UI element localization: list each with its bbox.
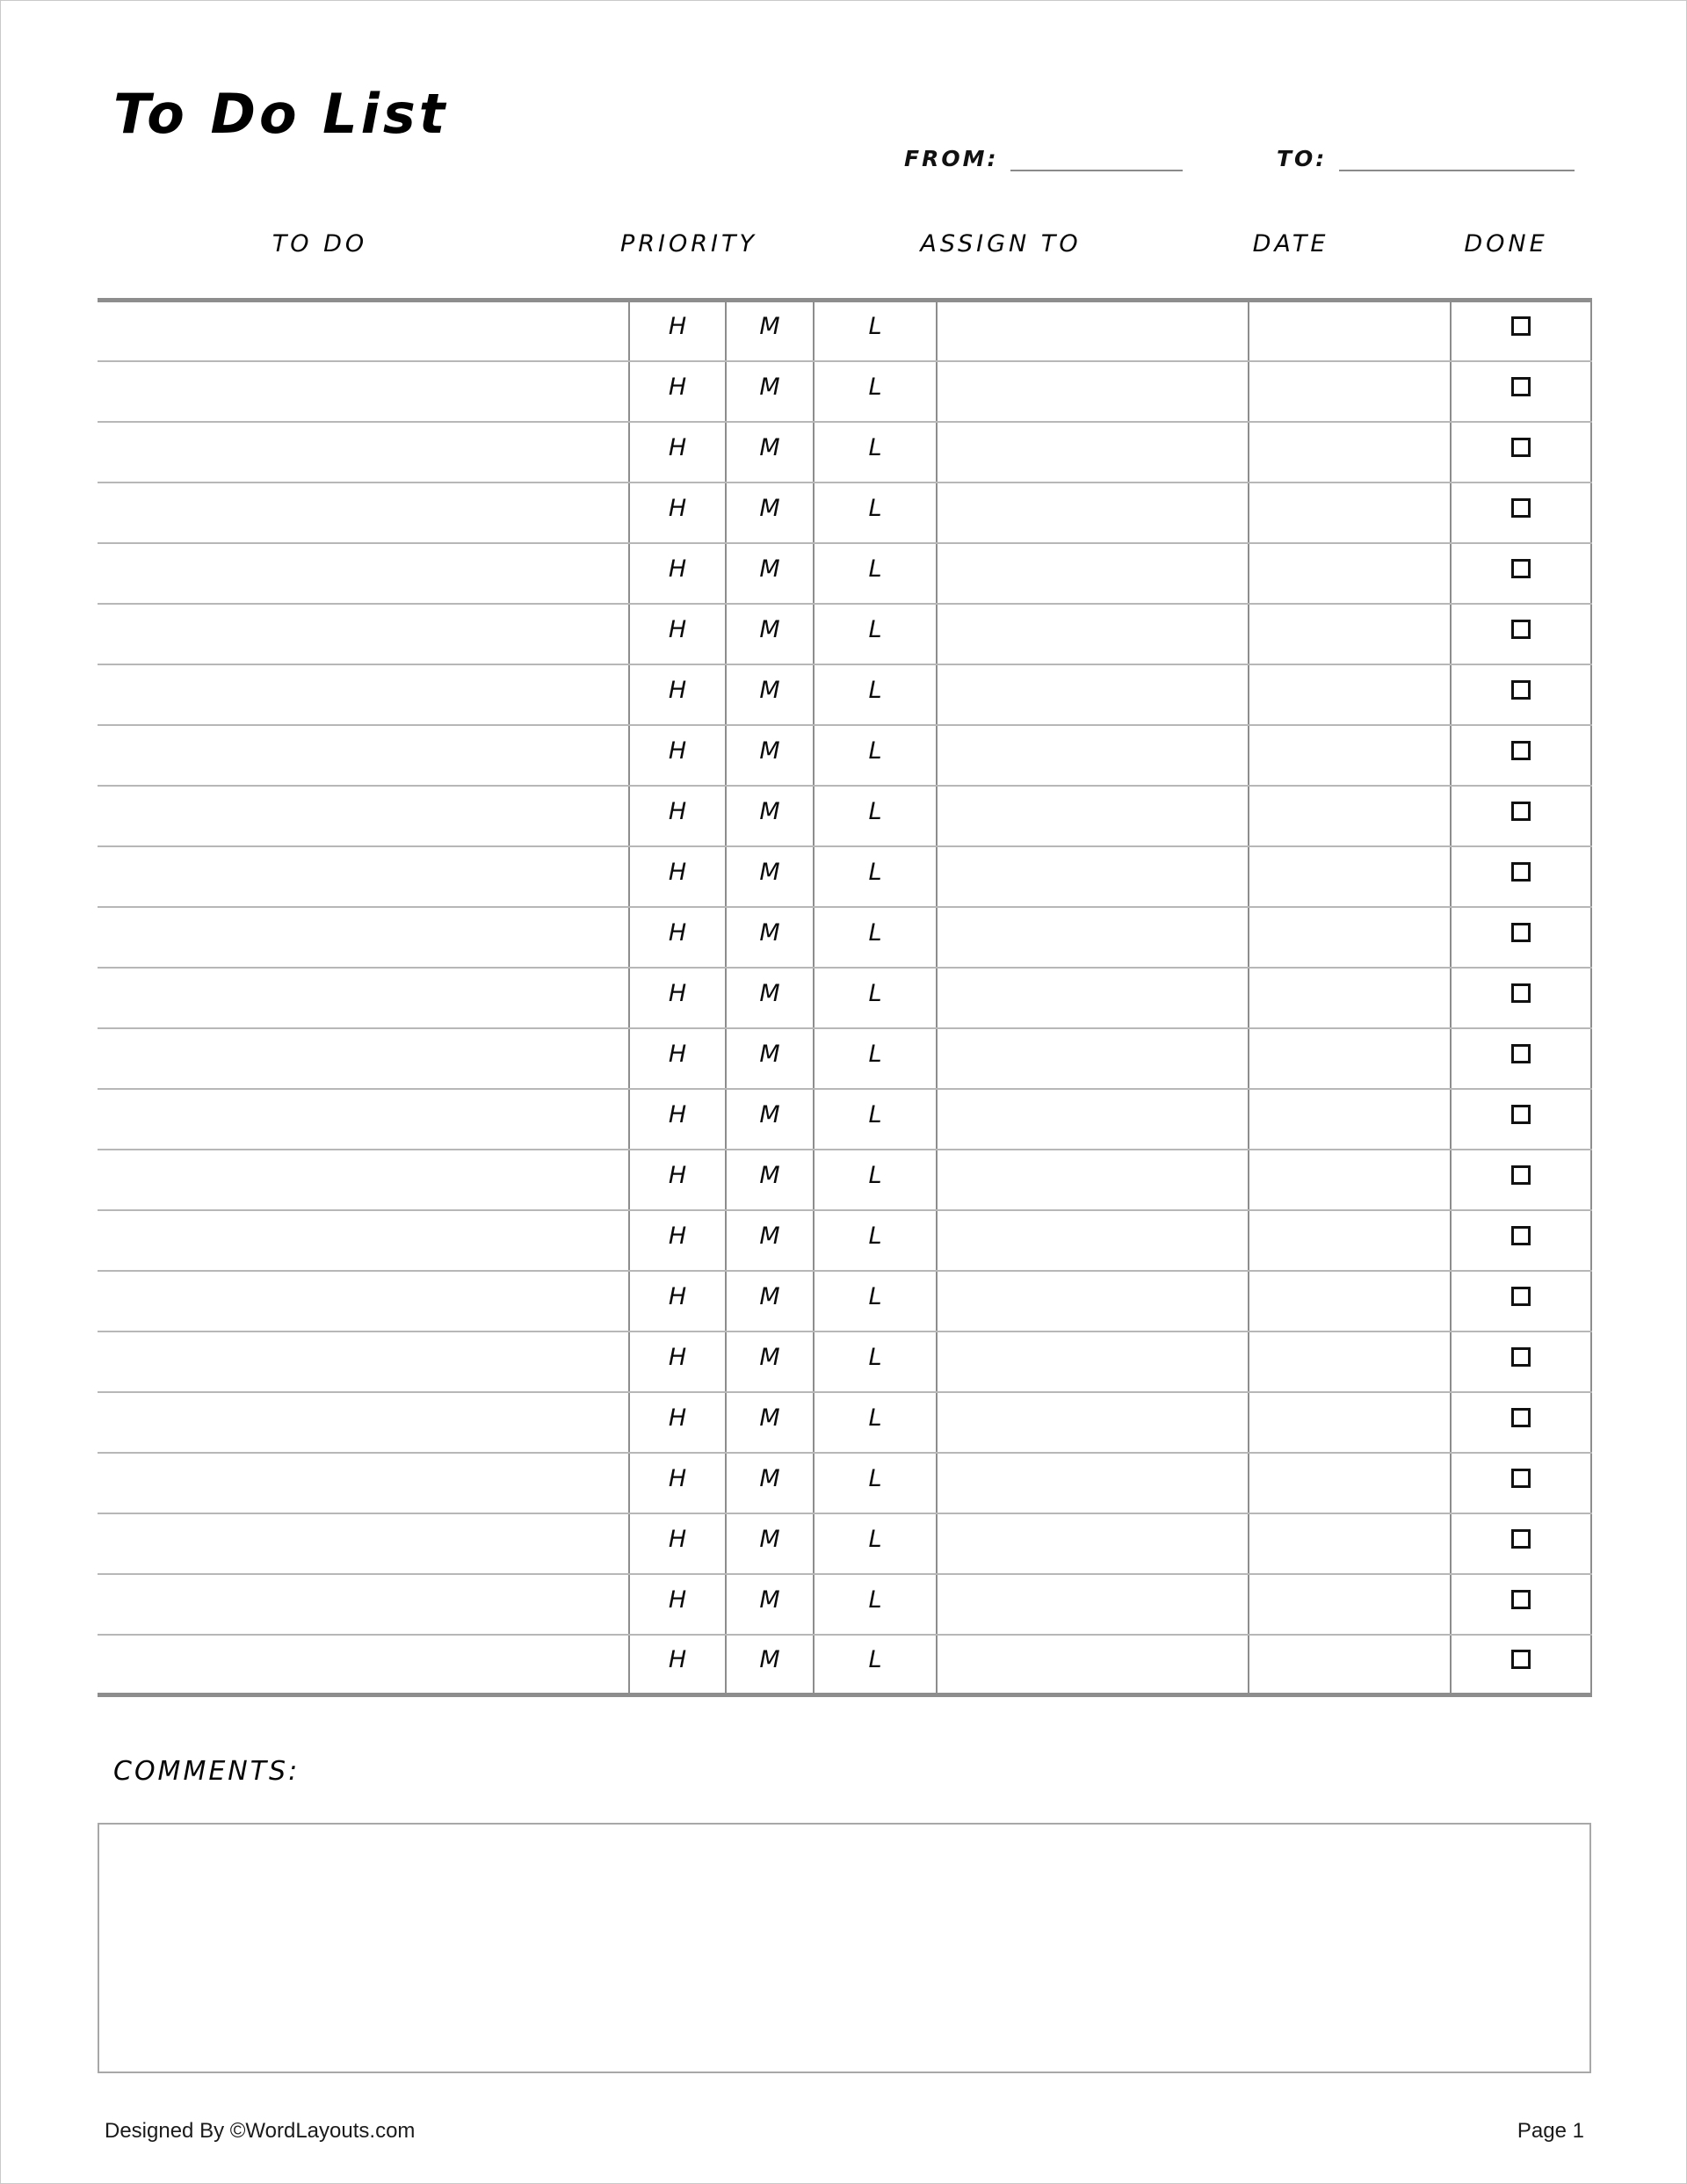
priority-low-option-label: L	[868, 1282, 882, 1310]
date-input-cell[interactable]	[1249, 361, 1451, 422]
priority-high-option[interactable]	[629, 1028, 726, 1089]
priority-low-option[interactable]	[814, 543, 937, 604]
priority-low-option[interactable]	[814, 1453, 937, 1513]
to-input-line[interactable]	[1339, 170, 1575, 171]
checkbox-empty-icon[interactable]	[1511, 377, 1531, 396]
table-row	[98, 725, 1591, 786]
priority-high-option-label: H	[668, 1464, 687, 1492]
priority-medium-option-label: M	[759, 1222, 780, 1250]
priority-medium-option[interactable]	[726, 725, 814, 786]
assign-to-input-cell[interactable]	[937, 483, 1249, 543]
priority-high-option-label: H	[668, 373, 687, 401]
date-input-cell[interactable]	[1249, 1574, 1451, 1635]
date-input-cell[interactable]	[1249, 968, 1451, 1028]
task-input-cell[interactable]	[98, 846, 629, 907]
priority-high-option-label: H	[668, 1282, 687, 1310]
table-row	[98, 1028, 1591, 1089]
task-input-cell[interactable]	[98, 725, 629, 786]
column-header-done: DONE	[1464, 230, 1548, 258]
task-input-cell[interactable]	[98, 1392, 629, 1453]
priority-high-option-label: H	[668, 1645, 687, 1673]
priority-medium-option[interactable]	[726, 1392, 814, 1453]
checkbox-empty-icon[interactable]	[1511, 983, 1531, 1003]
priority-high-option[interactable]	[629, 301, 726, 361]
priority-low-option-label: L	[868, 615, 882, 643]
priority-medium-option-label: M	[759, 1404, 780, 1432]
priority-low-option-label: L	[868, 1464, 882, 1492]
priority-medium-option[interactable]	[726, 361, 814, 422]
task-input-cell[interactable]	[98, 1089, 629, 1150]
priority-low-option[interactable]	[814, 1392, 937, 1453]
footer-page-number: Page 1	[1517, 2119, 1584, 2143]
priority-low-option[interactable]	[814, 604, 937, 664]
date-input-cell[interactable]	[1249, 907, 1451, 968]
done-cell[interactable]	[1451, 483, 1591, 543]
priority-medium-option[interactable]	[726, 301, 814, 361]
from-field-group	[904, 124, 1183, 173]
priority-medium-option[interactable]	[726, 1574, 814, 1635]
assign-to-input-cell[interactable]	[937, 604, 1249, 664]
priority-medium-option[interactable]	[726, 1635, 814, 1695]
assign-to-input-cell[interactable]	[937, 1453, 1249, 1513]
checkbox-empty-icon[interactable]	[1511, 1469, 1531, 1488]
date-input-cell[interactable]	[1249, 1392, 1451, 1453]
priority-high-option[interactable]	[629, 1574, 726, 1635]
table-row	[98, 1392, 1591, 1453]
priority-high-option[interactable]	[629, 786, 726, 846]
priority-low-option[interactable]	[814, 1150, 937, 1210]
done-cell[interactable]	[1451, 1635, 1591, 1695]
priority-medium-option[interactable]	[726, 1210, 814, 1271]
task-input-cell[interactable]	[98, 1513, 629, 1574]
table-row	[98, 1150, 1591, 1210]
priority-high-option-label: H	[668, 313, 687, 341]
priority-low-option-label: L	[868, 1645, 882, 1673]
priority-medium-option[interactable]	[726, 604, 814, 664]
date-input-cell[interactable]	[1249, 1028, 1451, 1089]
priority-medium-option-label: M	[759, 676, 780, 704]
priority-low-option[interactable]	[814, 1089, 937, 1150]
priority-medium-option[interactable]	[726, 1453, 814, 1513]
done-cell[interactable]	[1451, 1331, 1591, 1392]
priority-low-option-label: L	[868, 1404, 882, 1432]
priority-low-option[interactable]	[814, 664, 937, 725]
priority-low-option-label: L	[868, 1222, 882, 1250]
priority-high-option-label: H	[668, 494, 687, 522]
priority-high-option-label: H	[668, 1040, 687, 1068]
priority-medium-option-label: M	[759, 1585, 780, 1614]
todo-table-wrapper	[98, 298, 1591, 1697]
priority-low-option-label: L	[868, 1343, 882, 1371]
priority-low-option-label: L	[868, 1040, 882, 1068]
date-input-cell[interactable]	[1249, 1331, 1451, 1392]
date-input-cell[interactable]	[1249, 1453, 1451, 1513]
assign-to-input-cell[interactable]	[937, 1635, 1249, 1695]
date-input-cell[interactable]	[1249, 1210, 1451, 1271]
checkbox-empty-icon[interactable]	[1511, 1529, 1531, 1549]
date-input-cell[interactable]	[1249, 846, 1451, 907]
checkbox-empty-icon[interactable]	[1511, 680, 1531, 700]
priority-high-option[interactable]	[629, 1271, 726, 1331]
priority-high-option[interactable]	[629, 968, 726, 1028]
comments-label: COMMENTS:	[113, 1756, 300, 1787]
date-input-cell[interactable]	[1249, 1089, 1451, 1150]
task-input-cell[interactable]	[98, 907, 629, 968]
priority-low-option-label: L	[868, 736, 882, 765]
checkbox-empty-icon[interactable]	[1511, 1105, 1531, 1124]
done-cell[interactable]	[1451, 1513, 1591, 1574]
task-input-cell[interactable]	[98, 543, 629, 604]
table-row	[98, 1210, 1591, 1271]
priority-high-option[interactable]	[629, 543, 726, 604]
priority-high-option[interactable]	[629, 1150, 726, 1210]
priority-low-option[interactable]	[814, 846, 937, 907]
priority-low-option-label: L	[868, 676, 882, 704]
priority-low-option[interactable]	[814, 1028, 937, 1089]
task-input-cell[interactable]	[98, 1028, 629, 1089]
table-row	[98, 1271, 1591, 1331]
table-row	[98, 1089, 1591, 1150]
assign-to-input-cell[interactable]	[937, 1210, 1249, 1271]
priority-medium-option-label: M	[759, 1100, 780, 1128]
assign-to-input-cell[interactable]	[937, 543, 1249, 604]
priority-medium-option-label: M	[759, 494, 780, 522]
done-cell[interactable]	[1451, 1028, 1591, 1089]
priority-high-option-label: H	[668, 979, 687, 1007]
todo-table	[98, 298, 1592, 1697]
assign-to-input-cell[interactable]	[937, 725, 1249, 786]
table-row	[98, 664, 1591, 725]
priority-high-option-label: H	[668, 858, 687, 886]
table-row	[98, 1331, 1591, 1392]
priority-low-option-label: L	[868, 494, 882, 522]
done-cell[interactable]	[1451, 604, 1591, 664]
assign-to-input-cell[interactable]	[937, 301, 1249, 361]
document-footer	[1, 2121, 1687, 2156]
priority-medium-option-label: M	[759, 313, 780, 341]
checkbox-empty-icon[interactable]	[1511, 1165, 1531, 1185]
priority-low-option-label: L	[868, 555, 882, 583]
date-input-cell[interactable]	[1249, 301, 1451, 361]
checkbox-empty-icon[interactable]	[1511, 559, 1531, 578]
task-input-cell[interactable]	[98, 786, 629, 846]
todo-table-body	[98, 301, 1591, 1695]
priority-high-option[interactable]	[629, 725, 726, 786]
priority-medium-option[interactable]	[726, 846, 814, 907]
priority-low-option[interactable]	[814, 483, 937, 543]
priority-medium-option-label: M	[759, 1343, 780, 1371]
priority-low-option[interactable]	[814, 1635, 937, 1695]
checkbox-empty-icon[interactable]	[1511, 1347, 1531, 1367]
priority-medium-option-label: M	[759, 858, 780, 886]
priority-high-option-label: H	[668, 676, 687, 704]
column-header-todo: TO DO	[272, 230, 368, 258]
priority-medium-option-label: M	[759, 1161, 780, 1189]
priority-high-option-label: H	[668, 1585, 687, 1614]
priority-high-option-label: H	[668, 615, 687, 643]
priority-low-option-label: L	[868, 1525, 882, 1553]
document-header	[1, 1, 1687, 203]
priority-low-option[interactable]	[814, 1210, 937, 1271]
checkbox-empty-icon[interactable]	[1511, 1408, 1531, 1427]
date-input-cell[interactable]	[1249, 604, 1451, 664]
date-input-cell[interactable]	[1249, 786, 1451, 846]
priority-low-option-label: L	[868, 433, 882, 461]
page-title: To Do List	[113, 82, 449, 146]
done-cell[interactable]	[1451, 1089, 1591, 1150]
priority-low-option[interactable]	[814, 361, 937, 422]
priority-medium-option-label: M	[759, 797, 780, 825]
date-input-cell[interactable]	[1249, 1271, 1451, 1331]
priority-medium-option-label: M	[759, 615, 780, 643]
column-header-priority: PRIORITY	[620, 230, 757, 258]
priority-low-option[interactable]	[814, 725, 937, 786]
task-input-cell[interactable]	[98, 361, 629, 422]
priority-medium-option[interactable]	[726, 1028, 814, 1089]
priority-low-option-label: L	[868, 1100, 882, 1128]
priority-medium-option[interactable]	[726, 1331, 814, 1392]
assign-to-input-cell[interactable]	[937, 968, 1249, 1028]
priority-medium-option-label: M	[759, 1645, 780, 1673]
table-row	[98, 786, 1591, 846]
done-cell[interactable]	[1451, 786, 1591, 846]
assign-to-input-cell[interactable]	[937, 1089, 1249, 1150]
table-row	[98, 968, 1591, 1028]
table-row	[98, 907, 1591, 968]
done-cell[interactable]	[1451, 1392, 1591, 1453]
priority-medium-option-label: M	[759, 1282, 780, 1310]
table-row	[98, 846, 1591, 907]
priority-medium-option[interactable]	[726, 422, 814, 483]
priority-high-option-label: H	[668, 797, 687, 825]
checkbox-empty-icon[interactable]	[1511, 923, 1531, 942]
date-input-cell[interactable]	[1249, 1635, 1451, 1695]
priority-high-option-label: H	[668, 1222, 687, 1250]
date-input-cell[interactable]	[1249, 422, 1451, 483]
priority-medium-option-label: M	[759, 1464, 780, 1492]
priority-high-option[interactable]	[629, 846, 726, 907]
priority-low-option[interactable]	[814, 422, 937, 483]
done-cell[interactable]	[1451, 301, 1591, 361]
priority-low-option[interactable]	[814, 786, 937, 846]
checkbox-empty-icon[interactable]	[1511, 862, 1531, 882]
column-header-assign: ASSIGN TO	[920, 230, 1082, 258]
priority-low-option[interactable]	[814, 1513, 937, 1574]
task-input-cell[interactable]	[98, 1635, 629, 1695]
priority-medium-option[interactable]	[726, 1150, 814, 1210]
priority-medium-option-label: M	[759, 1525, 780, 1553]
table-row	[98, 1635, 1591, 1695]
task-input-cell[interactable]	[98, 1210, 629, 1271]
task-input-cell[interactable]	[98, 1453, 629, 1513]
priority-high-option-label: H	[668, 1404, 687, 1432]
checkbox-empty-icon[interactable]	[1511, 802, 1531, 821]
table-row	[98, 361, 1591, 422]
priority-medium-option-label: M	[759, 555, 780, 583]
date-input-cell[interactable]	[1249, 664, 1451, 725]
priority-medium-option[interactable]	[726, 968, 814, 1028]
priority-low-option-label: L	[868, 858, 882, 886]
done-cell[interactable]	[1451, 907, 1591, 968]
date-input-cell[interactable]	[1249, 543, 1451, 604]
task-input-cell[interactable]	[98, 1331, 629, 1392]
priority-low-option[interactable]	[814, 1271, 937, 1331]
task-input-cell[interactable]	[98, 1574, 629, 1635]
priority-high-option[interactable]	[629, 664, 726, 725]
assign-to-input-cell[interactable]	[937, 664, 1249, 725]
priority-low-option-label: L	[868, 1161, 882, 1189]
priority-low-option-label: L	[868, 313, 882, 341]
assign-to-input-cell[interactable]	[937, 1271, 1249, 1331]
done-cell[interactable]	[1451, 968, 1591, 1028]
task-input-cell[interactable]	[98, 1271, 629, 1331]
task-input-cell[interactable]	[98, 968, 629, 1028]
priority-medium-option-label: M	[759, 918, 780, 947]
checkbox-empty-icon[interactable]	[1511, 1287, 1531, 1306]
priority-medium-option[interactable]	[726, 907, 814, 968]
priority-high-option[interactable]	[629, 1635, 726, 1695]
assign-to-input-cell[interactable]	[937, 422, 1249, 483]
priority-medium-option-label: M	[759, 979, 780, 1007]
done-cell[interactable]	[1451, 1271, 1591, 1331]
task-input-cell[interactable]	[98, 483, 629, 543]
checkbox-empty-icon[interactable]	[1511, 498, 1531, 518]
assign-to-input-cell[interactable]	[937, 786, 1249, 846]
priority-high-option[interactable]	[629, 604, 726, 664]
assign-to-input-cell[interactable]	[937, 361, 1249, 422]
priority-low-option[interactable]	[814, 301, 937, 361]
priority-high-option-label: H	[668, 1525, 687, 1553]
assign-to-input-cell[interactable]	[937, 1513, 1249, 1574]
assign-to-input-cell[interactable]	[937, 846, 1249, 907]
priority-high-option[interactable]	[629, 1331, 726, 1392]
from-label: FROM:	[904, 146, 999, 171]
table-row	[98, 1513, 1591, 1574]
priority-high-option[interactable]	[629, 361, 726, 422]
priority-low-option-label: L	[868, 918, 882, 947]
priority-high-option-label: H	[668, 1161, 687, 1189]
priority-medium-option[interactable]	[726, 786, 814, 846]
priority-low-option[interactable]	[814, 968, 937, 1028]
done-cell[interactable]	[1451, 422, 1591, 483]
table-column-headers	[98, 231, 1591, 282]
priority-high-option[interactable]	[629, 1453, 726, 1513]
comments-input-box[interactable]	[98, 1823, 1591, 2073]
done-cell[interactable]	[1451, 664, 1591, 725]
task-input-cell[interactable]	[98, 301, 629, 361]
task-input-cell[interactable]	[98, 422, 629, 483]
done-cell[interactable]	[1451, 1150, 1591, 1210]
assign-to-input-cell[interactable]	[937, 1150, 1249, 1210]
task-input-cell[interactable]	[98, 604, 629, 664]
date-input-cell[interactable]	[1249, 1513, 1451, 1574]
checkbox-empty-icon[interactable]	[1511, 620, 1531, 639]
priority-high-option[interactable]	[629, 1513, 726, 1574]
footer-credit: Designed By ©WordLayouts.com	[105, 2119, 416, 2143]
priority-medium-option[interactable]	[726, 664, 814, 725]
to-label: TO:	[1277, 146, 1328, 171]
done-cell[interactable]	[1451, 846, 1591, 907]
done-cell[interactable]	[1451, 361, 1591, 422]
priority-low-option-label: L	[868, 979, 882, 1007]
task-input-cell[interactable]	[98, 664, 629, 725]
assign-to-input-cell[interactable]	[937, 1574, 1249, 1635]
done-cell[interactable]	[1451, 1453, 1591, 1513]
priority-low-option-label: L	[868, 373, 882, 401]
priority-high-option-label: H	[668, 555, 687, 583]
done-cell[interactable]	[1451, 1574, 1591, 1635]
priority-high-option-label: H	[668, 736, 687, 765]
table-row	[98, 1574, 1591, 1635]
priority-medium-option[interactable]	[726, 543, 814, 604]
checkbox-empty-icon[interactable]	[1511, 316, 1531, 336]
column-header-date: DATE	[1252, 230, 1329, 258]
priority-medium-option[interactable]	[726, 1271, 814, 1331]
priority-high-option-label: H	[668, 918, 687, 947]
priority-high-option[interactable]	[629, 907, 726, 968]
priority-high-option-label: H	[668, 1100, 687, 1128]
assign-to-input-cell[interactable]	[937, 907, 1249, 968]
checkbox-empty-icon[interactable]	[1511, 1044, 1531, 1063]
checkbox-empty-icon[interactable]	[1511, 1226, 1531, 1245]
table-row	[98, 422, 1591, 483]
priority-low-option[interactable]	[814, 1574, 937, 1635]
table-row	[98, 543, 1591, 604]
priority-low-option[interactable]	[814, 907, 937, 968]
priority-high-option[interactable]	[629, 483, 726, 543]
priority-medium-option-label: M	[759, 433, 780, 461]
checkbox-empty-icon[interactable]	[1511, 1590, 1531, 1609]
date-input-cell[interactable]	[1249, 1150, 1451, 1210]
table-row	[98, 1453, 1591, 1513]
priority-medium-option[interactable]	[726, 483, 814, 543]
priority-high-option-label: H	[668, 1343, 687, 1371]
priority-medium-option-label: M	[759, 1040, 780, 1068]
assign-to-input-cell[interactable]	[937, 1392, 1249, 1453]
from-input-line[interactable]	[1010, 170, 1183, 171]
priority-medium-option-label: M	[759, 736, 780, 765]
priority-high-option[interactable]	[629, 1392, 726, 1453]
date-input-cell[interactable]	[1249, 483, 1451, 543]
priority-low-option-label: L	[868, 1585, 882, 1614]
priority-low-option[interactable]	[814, 1331, 937, 1392]
priority-medium-option-label: M	[759, 373, 780, 401]
priority-medium-option[interactable]	[726, 1089, 814, 1150]
checkbox-empty-icon[interactable]	[1511, 1650, 1531, 1669]
table-row	[98, 483, 1591, 543]
assign-to-input-cell[interactable]	[937, 1331, 1249, 1392]
task-input-cell[interactable]	[98, 1150, 629, 1210]
priority-medium-option[interactable]	[726, 1513, 814, 1574]
assign-to-input-cell[interactable]	[937, 1028, 1249, 1089]
checkbox-empty-icon[interactable]	[1511, 741, 1531, 760]
table-row	[98, 604, 1591, 664]
priority-high-option[interactable]	[629, 422, 726, 483]
done-cell[interactable]	[1451, 1210, 1591, 1271]
checkbox-empty-icon[interactable]	[1511, 438, 1531, 457]
done-cell[interactable]	[1451, 543, 1591, 604]
to-field-group	[1277, 124, 1575, 173]
date-input-cell[interactable]	[1249, 725, 1451, 786]
priority-high-option[interactable]	[629, 1210, 726, 1271]
done-cell[interactable]	[1451, 725, 1591, 786]
table-row	[98, 301, 1591, 361]
priority-high-option-label: H	[668, 433, 687, 461]
priority-low-option-label: L	[868, 797, 882, 825]
priority-high-option[interactable]	[629, 1089, 726, 1150]
